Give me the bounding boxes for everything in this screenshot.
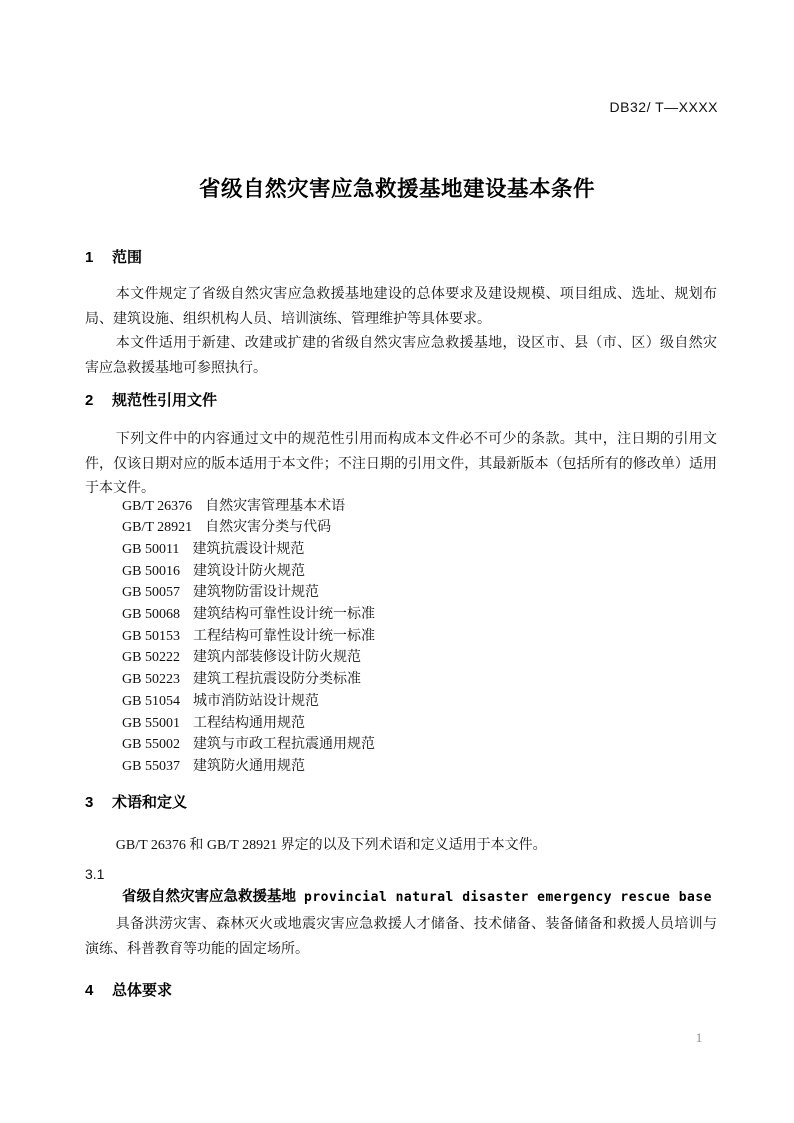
reference-name: 建筑与市政工程抗震通用规范 [192, 737, 375, 753]
reference-item [85, 713, 717, 735]
reference-name: 工程结构可靠性设计统一标准 [192, 628, 375, 644]
reference-item [85, 604, 717, 626]
doc-number: DB32/ T—XXXX [609, 99, 718, 115]
reference-item [85, 669, 717, 691]
reference-code: GB 50016 [122, 563, 180, 579]
reference-item [85, 496, 717, 518]
reference-item [85, 582, 717, 604]
reference-name: 城市消防站设计规范 [192, 693, 319, 709]
reference-name: 自然灾害分类与代码 [205, 520, 332, 536]
reference-item [85, 691, 717, 713]
page-number: 1 [695, 1030, 703, 1045]
reference-code: GB 50057 [122, 585, 180, 601]
reference-code: GB 55002 [122, 737, 180, 753]
section-number: 4 [85, 982, 94, 1000]
reference-item [85, 626, 717, 648]
reference-item [85, 539, 717, 561]
paragraph-scope-1: 本文件规定了省级自然灾害应急救援基地建设的总体要求及建设规模、项目组成、选址、规划布局、建筑设施、组织机构人员、培训演练、管理维护等具体要求。 [85, 287, 717, 327]
doc-content [85, 247, 717, 1002]
term-definition: 具备洪涝灾害、森林灭火或地震灾害应急救援人才储备、技术储备、装备储备和救援人员培训与演练、科普教育等功能的固定场所。 [85, 917, 717, 957]
section-heading-terms-definitions [85, 792, 717, 814]
reference-name: 建筑防火通用规范 [192, 758, 305, 774]
reference-code: GB 51054 [122, 693, 180, 709]
reference-name: 自然灾害管理基本术语 [205, 498, 346, 514]
paragraph-scope-2: 本文件适用于新建、改建或扩建的省级自然灾害应急救援基地，设区市、县（市、区）级自然灾害应急救援基地可参照执行。 [85, 336, 717, 376]
section-heading-scope [85, 247, 717, 269]
reference-item [85, 647, 717, 669]
reference-code: GB/T 28921 [122, 520, 193, 536]
term-chinese: 省级自然灾害应急救援基地 [122, 889, 296, 906]
section-title: 术语和定义 [112, 793, 188, 811]
reference-name: 建筑物防雷设计规范 [192, 585, 319, 601]
section-title: 范围 [112, 249, 143, 266]
reference-name: 建筑内部装修设计防火规范 [192, 650, 361, 666]
reference-code: GB 50223 [122, 672, 180, 688]
reference-name: 建筑结构可靠性设计统一标准 [192, 607, 375, 623]
section-heading-general-requirements [85, 980, 717, 1002]
reference-code: GB/T 26376 [122, 498, 193, 514]
reference-code: GB 50153 [122, 628, 180, 644]
reference-item [85, 756, 717, 778]
paragraph-references-intro: 下列文件中的内容通过文中的规范性引用而构成本文件必不可少的条款。其中，注日期的引用文件，仅该日期对应的版本适用于本文件；不注日期的引用文件，其最新版本（包括所有的修改单）适用于本文件。 [85, 432, 717, 496]
section-heading-normative-references [85, 390, 717, 412]
term-english: provincial natural disaster emergency rescue base [304, 890, 713, 906]
reference-name: 建筑抗震设计规范 [192, 541, 305, 557]
reference-code: GB 50011 [122, 541, 180, 557]
doc-title: 省级自然灾害应急救援基地建设基本条件 [198, 177, 595, 201]
reference-name: 建筑工程抗震设防分类标准 [192, 672, 361, 688]
section-title: 总体要求 [112, 982, 173, 1000]
reference-code: GB 50068 [122, 607, 180, 623]
term-clause-number: 3.1 [85, 866, 105, 883]
reference-list [85, 496, 717, 778]
reference-name: 工程结构通用规范 [192, 715, 305, 731]
term-entry [85, 886, 717, 909]
reference-item [85, 517, 717, 539]
reference-code: GB 55037 [122, 758, 180, 774]
section-number: 3 [85, 793, 94, 811]
section-title: 规范性引用文件 [112, 392, 218, 409]
reference-code: GB 55001 [122, 715, 180, 731]
section-number: 1 [85, 249, 94, 266]
reference-item [85, 561, 717, 583]
reference-name: 建筑设计防火规范 [192, 563, 305, 579]
paragraph-terms-intro: GB/T 26376 和 GB/T 28921 界定的以及下列术语和定义适用于本文件。 [115, 837, 547, 853]
section-number: 2 [85, 392, 94, 409]
reference-item [85, 734, 717, 756]
reference-code: GB 50222 [122, 650, 180, 666]
